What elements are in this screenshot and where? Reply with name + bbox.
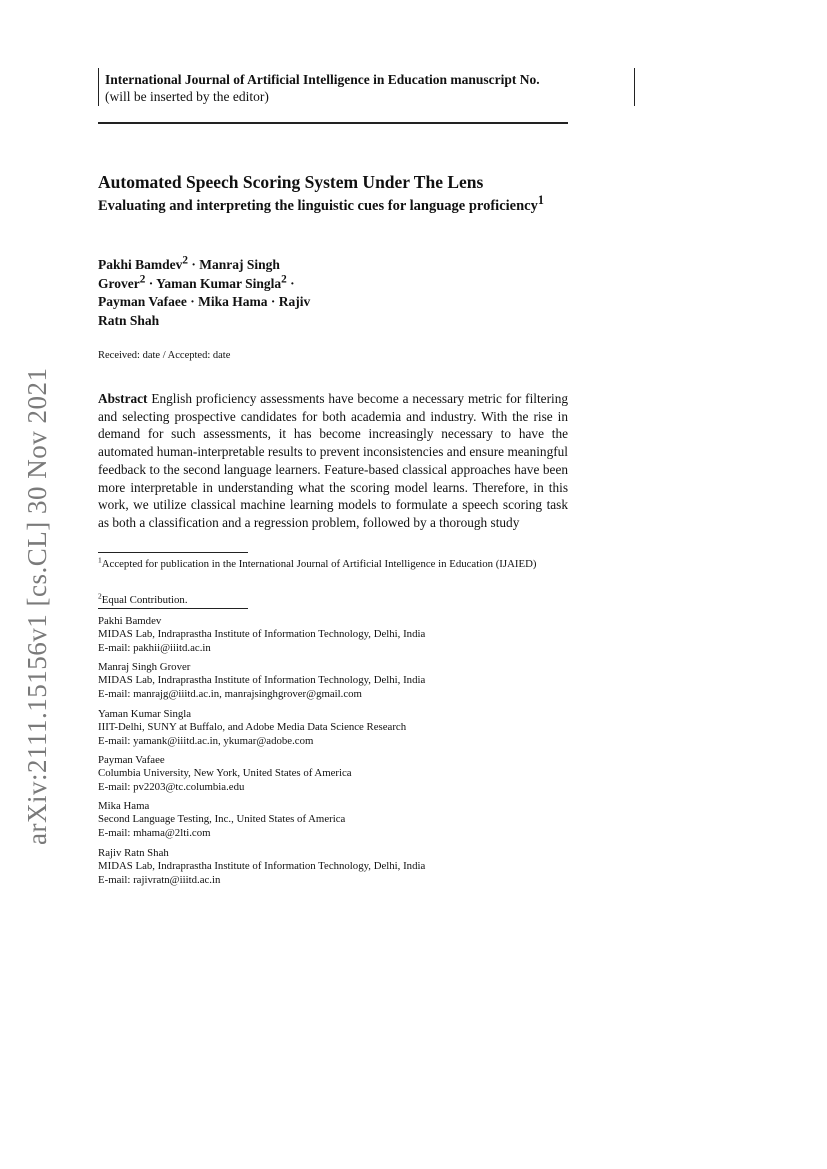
affiliation-block	[98, 615, 425, 655]
affiliation-institution: IIIT-Delhi, SUNY at Buffalo, and Adobe Media Data Science Research	[98, 721, 407, 734]
author-mark: 2	[182, 254, 189, 267]
footnote-mark: 2	[98, 591, 102, 601]
journal-name: International Journal of Artificial Intelligence in Education manuscript No.	[105, 72, 540, 87]
affiliation-block	[98, 800, 345, 840]
affiliation-email: E-mail: manrajg@iiitd.ac.in, manrajsinghgrover@gmail.com	[98, 687, 362, 700]
journal-header	[98, 68, 635, 106]
affiliation-institution: MIDAS Lab, Indraprastha Institute of Information Technology, Delhi, India	[98, 860, 426, 873]
affiliation-email: E-mail: yamank@iiitd.ac.in, ykumar@adobe.com	[98, 734, 314, 747]
affiliation-author: Mika Hama	[98, 800, 150, 812]
author-line	[98, 275, 398, 294]
footnote-text: Accepted for publication in the International Journal of Artificial Intelligence in Education (IJAIED)	[101, 558, 537, 570]
author-list	[98, 256, 398, 330]
affiliation-rule	[98, 608, 248, 609]
paper-subtitle	[98, 193, 568, 216]
author-mark: 2	[139, 273, 146, 285]
footnote-rule	[98, 552, 248, 553]
arxiv-identifier-stamp: arXiv:2111.15156v1 [cs.CL] 30 Nov 2021	[22, 367, 52, 845]
footnote	[98, 557, 568, 571]
affiliation-author: Rajiv Ratn Shah	[98, 847, 169, 859]
affiliation-author: Manraj Singh Grover	[98, 661, 191, 673]
affiliation-institution: Second Language Testing, Inc., United States of America	[98, 813, 346, 826]
footnote-text: Equal Contribution.	[101, 594, 188, 606]
author-name: · Manraj Singh	[188, 257, 280, 272]
subtitle-footnote-mark: 1	[537, 193, 544, 208]
affiliation-institution: MIDAS Lab, Indraprastha Institute of Information Technology, Delhi, India	[98, 674, 426, 687]
received-date: Received: date / Accepted: date	[98, 350, 231, 361]
footnote-mark: 1	[98, 555, 102, 565]
affiliation-block	[98, 661, 425, 701]
header-rule	[98, 122, 568, 124]
affiliation-author: Payman Vafaee	[98, 754, 165, 766]
affiliation-email: E-mail: pv2203@tc.columbia.edu	[98, 780, 245, 793]
footnote	[98, 593, 568, 607]
affiliation-institution: MIDAS Lab, Indraprastha Institute of Information Technology, Delhi, India	[98, 628, 426, 641]
abstract	[98, 390, 568, 532]
journal-note: (will be inserted by the editor)	[105, 89, 269, 104]
subtitle-text: Evaluating and interpreting the linguistic cues for language proficiency	[98, 198, 538, 214]
abstract-label: Abstract	[98, 391, 148, 406]
affiliation-author: Yaman Kumar Singla	[98, 708, 192, 720]
paper-title: Automated Speech Scoring System Under The Lens	[98, 172, 484, 192]
author-name: Pakhi Bamdev	[98, 257, 183, 272]
author-name: Grover	[98, 275, 140, 291]
affiliation-email: E-mail: mhama@2lti.com	[98, 826, 211, 839]
author-mark: 2	[281, 273, 287, 285]
author-name: · Yaman Kumar Singla	[145, 275, 282, 291]
affiliation-email: E-mail: rajivratn@iiitd.ac.in	[98, 873, 221, 886]
affiliation-block	[98, 708, 406, 748]
abstract-text: English proficiency assessments have become a necessary metric for filtering and selecting prospective candidates for both academia and industry. With the rise in demand for such assessments, it has become increasingly necessary to have the automated human-interpretable results to prevent inconsistencies and ensure meaningful feedback to the second language learners. Feature-based classical approaches have been more interpretable in understanding what the scoring model learns. Therefore, in this work, we utilize classical machine learning models to formulate a speech scoring task as both a classification and a regression problem, followed by a thorough study	[98, 391, 568, 530]
affiliation-block	[98, 754, 352, 794]
affiliation-institution: Columbia University, New York, United States of America	[98, 767, 352, 780]
affiliation-author: Pakhi Bamdev	[98, 615, 162, 627]
author-line: Payman Vafaee · Mika Hama · Rajiv	[98, 294, 311, 309]
author-line: Ratn Shah	[98, 312, 160, 328]
author-separator: ·	[286, 275, 295, 291]
affiliation-block	[98, 847, 425, 887]
affiliation-email: E-mail: pakhii@iiitd.ac.in	[98, 641, 211, 654]
author-line	[98, 256, 398, 275]
